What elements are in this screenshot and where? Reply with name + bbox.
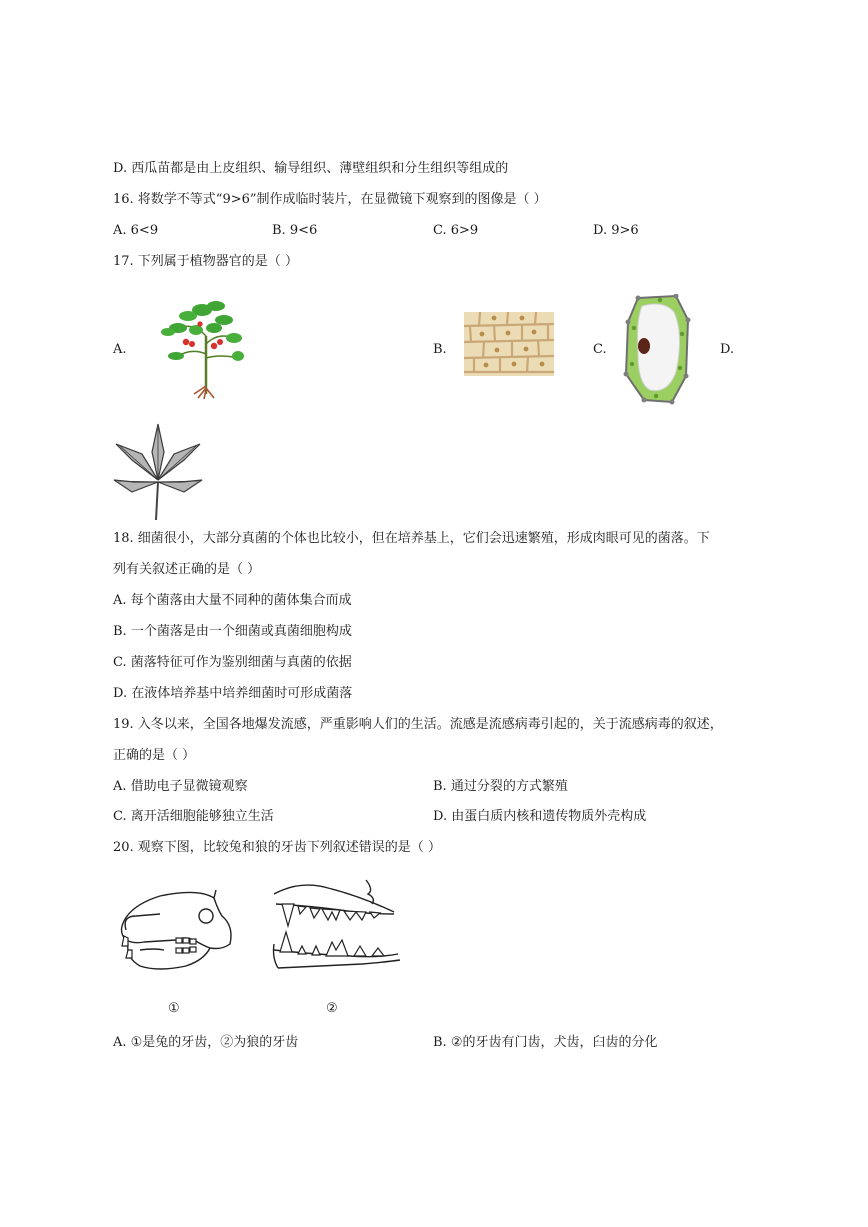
q18-stem-line2: 列有关叙述正确的是（ ） <box>113 562 261 577</box>
q17-option-d-label: D. <box>720 342 735 357</box>
q18-option-a: A. 每个菌落由大量不同种的菌体集合而成 <box>113 593 352 608</box>
q16-option-b: B. 9<6 <box>272 223 318 238</box>
q16-option-a: A. 6<9 <box>113 223 159 238</box>
q16-option-c: C. 6>9 <box>433 223 479 238</box>
q19-option-c: C. 离开活细胞能够独立生活 <box>113 809 274 824</box>
q15-option-d: D. 西瓜苗都是由上皮组织、输导组织、薄壁组织和分生组织等组成的 <box>113 161 509 176</box>
plant-cell-image <box>620 294 694 406</box>
q18-stem-line1: 18. 细菌很小，大部分真菌的个体也比较小，但在培养基上，它们会迅速繁殖，形成肉眼可见的菌落。下 <box>113 531 710 546</box>
tomato-plant-image <box>158 296 244 400</box>
q18-option-c: C. 菌落特征可作为鉴别细菌与真菌的依据 <box>113 655 352 670</box>
q19-stem-line1: 19. 入冬以来，全国各地爆发流感，严重影响人们的生活。流感是流感病毒引起的，关于流感病毒的叙述， <box>113 717 723 732</box>
epidermal-tissue-image <box>464 312 554 376</box>
q18-option-b: B. 一个菌落是由一个细菌或真菌细胞构成 <box>113 624 352 639</box>
q17-option-b-label: B. <box>433 342 447 357</box>
q16-option-d: D. 9>6 <box>593 223 639 238</box>
q20-stem: 20. 观察下图，比较兔和狼的牙齿下列叙述错误的是（ ） <box>113 840 441 855</box>
rabbit-skull-image <box>114 886 242 980</box>
q19-option-a: A. 借助电子显微镜观察 <box>113 779 248 794</box>
figure-label-2: ② <box>326 1001 338 1016</box>
q16-stem: 16. 将数学不等式“9>6”制作成临时装片，在显微镜下观察到的图像是（ ） <box>113 192 547 207</box>
q18-option-d: D. 在液体培养基中培养细菌时可形成菌落 <box>113 686 353 701</box>
q20-option-b: B. ②的牙齿有门齿，犬齿，臼齿的分化 <box>433 1035 658 1050</box>
q20-option-a: A. ①是兔的牙齿，②为狼的牙齿 <box>113 1035 299 1050</box>
figure-label-1: ① <box>168 1001 180 1016</box>
leaf-image <box>112 422 204 522</box>
q17-option-a-label: A. <box>113 342 127 357</box>
q17-stem: 17. 下列属于植物器官的是（ ） <box>113 254 298 269</box>
q19-option-b: B. 通过分裂的方式繁殖 <box>433 779 568 794</box>
q19-option-d: D. 由蛋白质内核和遗传物质外壳构成 <box>433 809 647 824</box>
q19-stem-line2: 正确的是（ ） <box>113 748 196 763</box>
q17-option-c-label: C. <box>593 342 607 357</box>
wolf-skull-image <box>270 874 406 974</box>
